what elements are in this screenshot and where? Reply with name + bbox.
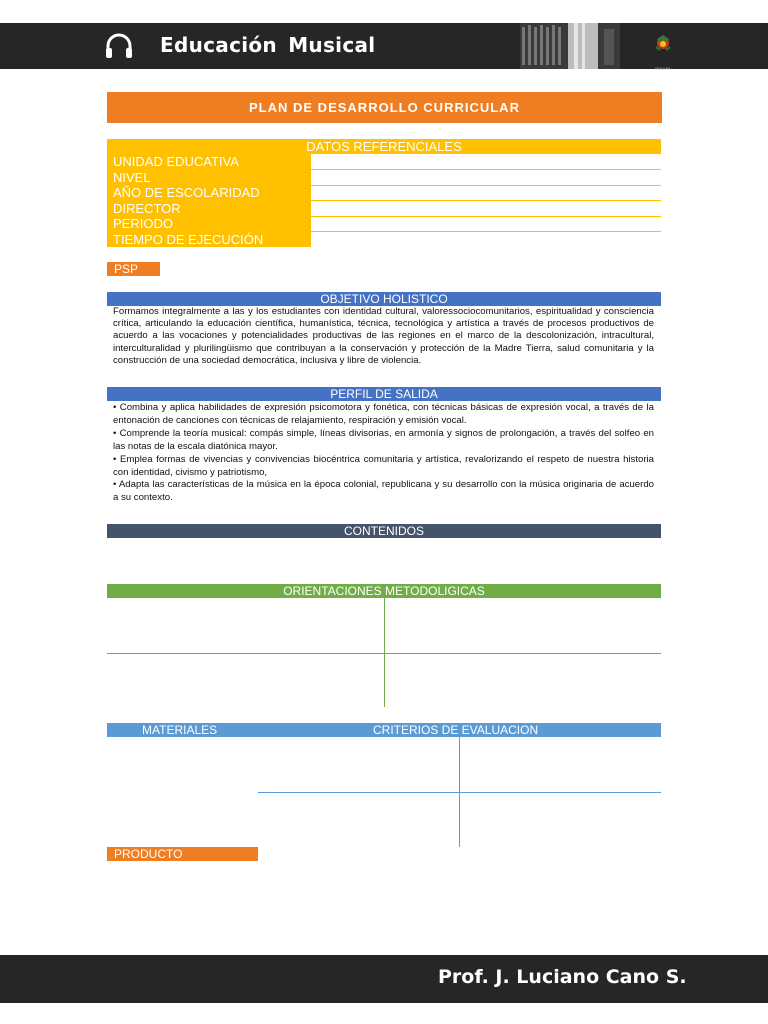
app-title: Educación Musical [160,33,376,57]
crest-caption: BOLIVIA [655,66,671,71]
objetivo-holistico-heading: OBJETIVO HOLISTICO [107,292,661,306]
perfil-salida-heading: PERFIL DE SALIDA [107,387,661,401]
criterios-heading: CRITERIOS DE EVALUACION [373,723,539,737]
objetivo-holistico-text: Formamos integralmente a las y los estudiantes con identidad cultural, valoressociocomunitarios, espiritualidad y consciencia crítica, articulando la educación científica, humanística, técnica, tecnológica y artística a través de procesos productivos de acuerdo a las vocaciones y potencialidades productivas de las regiones en el marco de la descolonización, intracultural, interculturalidad y plurilingüismo que contribuyan a la conservación y protección de la Madre Tierra, salud comunitaria y la construcción de una sociedad democrática, inclusiva y libre de violencia. [113,306,654,366]
perfil-item: • Combina y aplica habilidades de expresión psicomotora y fonética, con técnicas básicas de expresión vocal, a través de la entonación de canciones con técnicas de relajamiento, respiración y emisión vocal. [113,402,654,426]
field-label-tiempo-ejecucion: TIEMPO DE EJECUCIÓN [113,231,264,247]
field-line-nivel[interactable] [311,185,661,186]
field-line-unidad-educativa[interactable] [311,169,661,170]
materiales-heading: MATERIALES [142,723,218,737]
perfil-item: • Emplea formas de vivencias y convivencias biocéntrica comunitaria y artística, revalorizando el respeto de nuestra historia con identidad, civismo y patriotismo, [113,453,654,478]
contenidos-heading: CONTENIDOS [107,524,661,538]
field-label-ano-escolaridad: AÑO DE ESCOLARIDAD [113,185,260,200]
author-name: Prof. J. Luciano Cano S. [438,966,687,988]
orientaciones-heading: ORIENTACIONES METODOLIGICAS [107,584,661,598]
datos-referenciales-heading: DATOS REFERENCIALES [107,139,661,154]
field-label-nivel: NIVEL [113,169,151,185]
bolivia-crest-icon [652,33,674,71]
datos-fields [107,154,311,247]
field-label-periodo: PERIODO [113,216,173,231]
plan-title: PLAN DE DESARROLLO CURRICULAR [107,92,662,123]
field-label-director: DIRECTOR [113,200,181,216]
psp-label: PSP [107,262,160,276]
field-label-unidad-educativa: UNIDAD EDUCATIVA [113,154,239,169]
orientaciones-divider-horizontal [107,653,661,654]
field-line-periodo[interactable] [311,231,661,232]
perfil-item: • Adapta las características de la música en la época colonial, republicana y su desarrollo con la música originaria de acuerdo a su contexto. [113,479,654,504]
field-line-ano-escolaridad[interactable] [311,200,661,201]
headphones-icon [104,33,134,59]
producto-label: PRODUCTO [107,847,258,861]
field-line-director[interactable] [311,216,661,217]
criterios-divider-horizontal [258,792,661,793]
perfil-item: • Comprende la teoría musical: compás simple, líneas divisorias, en armonía y signos de prolongación, a través del solfeo en las notas de la escala diatónica mayor. [113,427,654,452]
building-photo [520,23,620,69]
perfil-salida-list [113,402,654,505]
